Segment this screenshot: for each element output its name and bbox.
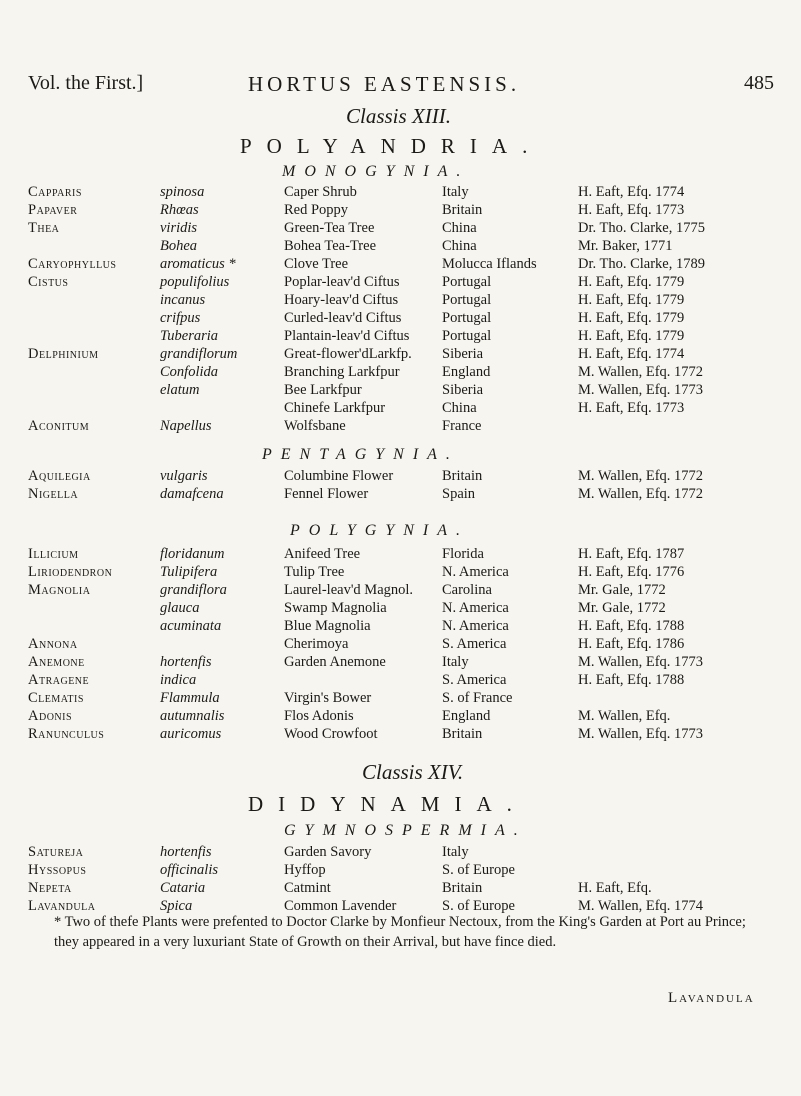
table-row bbox=[0, 364, 801, 382]
native-country-cell: Spain bbox=[442, 486, 476, 502]
classis-heading: Classis XIII. bbox=[346, 104, 451, 128]
native-country-cell: Molucca Iflands bbox=[442, 256, 537, 272]
introduced-by-cell: H. Eaft, Efq. 1773 bbox=[578, 202, 685, 218]
common-name-cell: Caper Shrub bbox=[284, 184, 357, 200]
table-row bbox=[0, 708, 801, 726]
introduced-by-cell: Mr. Baker, 1771 bbox=[578, 238, 673, 254]
species-cell: indica bbox=[160, 672, 197, 688]
genus-cell: Annona bbox=[28, 636, 78, 652]
introduced-by-cell: M. Wallen, Efq. 1772 bbox=[578, 468, 704, 484]
genus-cell: Satureja bbox=[28, 844, 84, 860]
table-row bbox=[0, 220, 801, 238]
species-cell: Tuberaria bbox=[160, 328, 219, 344]
species-cell: populifolius bbox=[160, 274, 230, 290]
table-row bbox=[0, 418, 801, 436]
table-row bbox=[0, 564, 801, 582]
class-name-heading: POLYANDRIA. bbox=[240, 134, 543, 158]
common-name-cell: Bee Larkfpur bbox=[284, 382, 362, 398]
genus-cell: Delphinium bbox=[28, 346, 99, 362]
native-country-cell: France bbox=[442, 418, 482, 434]
species-cell: glauca bbox=[160, 600, 200, 616]
native-country-cell: England bbox=[442, 708, 491, 724]
species-cell: damafcena bbox=[160, 486, 224, 502]
introduced-by-cell: H. Eaft, Efq. 1788 bbox=[578, 618, 685, 634]
order-heading: POLYGYNIA. bbox=[290, 522, 470, 539]
table-row bbox=[0, 346, 801, 364]
introduced-by-cell: M. Wallen, Efq. bbox=[578, 708, 671, 724]
species-cell: Napellus bbox=[160, 418, 212, 434]
native-country-cell: Carolina bbox=[442, 582, 492, 598]
common-name-cell: Flos Adonis bbox=[284, 708, 354, 724]
species-cell: Cataria bbox=[160, 880, 206, 896]
table-row bbox=[0, 238, 801, 256]
native-country-cell: Britain bbox=[442, 468, 483, 484]
introduced-by-cell: M. Wallen, Efq. 1772 bbox=[578, 486, 704, 502]
common-name-cell: Plantain-leav'd Ciftus bbox=[284, 328, 410, 344]
genus-cell: Illicium bbox=[28, 546, 79, 562]
species-cell: viridis bbox=[160, 220, 198, 236]
species-cell: incanus bbox=[160, 292, 206, 308]
native-country-cell: S. America bbox=[442, 636, 507, 652]
table-row bbox=[0, 546, 801, 564]
introduced-by-cell: H. Eaft, Efq. 1779 bbox=[578, 274, 685, 290]
introduced-by-cell: M. Wallen, Efq. 1773 bbox=[578, 654, 704, 670]
footnote: * Two of thefe Plants were prefented to Doctor Clarke by Monfieur Nectoux, from the King's Garden at Port au Prince; they appeared in a very luxuriant State of Growth on their Arrival, but have fince died. bbox=[54, 914, 746, 950]
table-row bbox=[0, 382, 801, 400]
species-cell: floridanum bbox=[160, 546, 225, 562]
introduced-by-cell: Dr. Tho. Clarke, 1775 bbox=[578, 220, 705, 236]
common-name-cell: Hyffop bbox=[284, 862, 326, 878]
introduced-by-cell: M. Wallen, Efq. 1774 bbox=[578, 898, 704, 914]
common-name-cell: Fennel Flower bbox=[284, 486, 369, 502]
table-row bbox=[0, 400, 801, 418]
species-cell: aromaticus * bbox=[160, 256, 236, 272]
genus-cell: Lavandula bbox=[28, 898, 96, 914]
table-row bbox=[0, 618, 801, 636]
genus-cell: Liriodendron bbox=[28, 564, 113, 580]
table-row bbox=[0, 292, 801, 310]
common-name-cell: Common Lavender bbox=[284, 898, 397, 914]
table-row bbox=[0, 844, 801, 862]
native-country-cell: N. America bbox=[442, 618, 509, 634]
common-name-cell: Clove Tree bbox=[284, 256, 349, 272]
table-row bbox=[0, 636, 801, 654]
native-country-cell: Britain bbox=[442, 880, 483, 896]
species-cell: autumnalis bbox=[160, 708, 225, 724]
species-cell: acuminata bbox=[160, 618, 222, 634]
introduced-by-cell: H. Eaft, Efq. 1774 bbox=[578, 184, 685, 200]
table-row bbox=[0, 726, 801, 744]
species-cell: Confolida bbox=[160, 364, 219, 380]
common-name-cell: Green-Tea Tree bbox=[284, 220, 375, 236]
common-name-cell: Chinefe Larkfpur bbox=[284, 400, 386, 416]
common-name-cell: Hoary-leav'd Ciftus bbox=[284, 292, 399, 308]
native-country-cell: S. of France bbox=[442, 690, 513, 706]
native-country-cell: Florida bbox=[442, 546, 484, 562]
species-cell: officinalis bbox=[160, 862, 218, 878]
common-name-cell: Wood Crowfoot bbox=[284, 726, 378, 742]
common-name-cell: Wolfsbane bbox=[284, 418, 346, 434]
common-name-cell: Poplar-leav'd Ciftus bbox=[284, 274, 400, 290]
genus-cell: Aquilegia bbox=[28, 468, 91, 484]
native-country-cell: S. America bbox=[442, 672, 507, 688]
native-country-cell: Italy bbox=[442, 184, 469, 200]
genus-cell: Cistus bbox=[28, 274, 69, 290]
common-name-cell: Curled-leav'd Ciftus bbox=[284, 310, 402, 326]
species-cell: hortenfis bbox=[160, 654, 212, 670]
common-name-cell: Catmint bbox=[284, 880, 331, 896]
table-row bbox=[0, 184, 801, 202]
native-country-cell: Siberia bbox=[442, 382, 484, 398]
table-row bbox=[0, 486, 801, 504]
introduced-by-cell: H. Eaft, Efq. 1779 bbox=[578, 310, 685, 326]
introduced-by-cell: Dr. Tho. Clarke, 1789 bbox=[578, 256, 705, 272]
species-cell: crifpus bbox=[160, 310, 201, 326]
introduced-by-cell: H. Eaft, Efq. 1779 bbox=[578, 292, 685, 308]
introduced-by-cell: M. Wallen, Efq. 1773 bbox=[578, 382, 704, 398]
common-name-cell: Anifeed Tree bbox=[284, 546, 361, 562]
native-country-cell: China bbox=[442, 400, 477, 416]
common-name-cell: Columbine Flower bbox=[284, 468, 394, 484]
common-name-cell: Bohea Tea-Tree bbox=[284, 238, 376, 254]
native-country-cell: China bbox=[442, 238, 477, 254]
native-country-cell: S. of Europe bbox=[442, 898, 515, 914]
classis-heading: Classis XIV. bbox=[362, 760, 464, 784]
genus-cell: Ranunculus bbox=[28, 726, 105, 742]
class-name-heading: DIDYNAMIA. bbox=[248, 792, 527, 816]
introduced-by-cell: H. Eaft, Efq. 1788 bbox=[578, 672, 685, 688]
common-name-cell: Swamp Magnolia bbox=[284, 600, 387, 616]
introduced-by-cell: M. Wallen, Efq. 1772 bbox=[578, 364, 704, 380]
native-country-cell: N. America bbox=[442, 564, 509, 580]
species-cell: Rhœas bbox=[160, 202, 199, 218]
genus-cell: Adonis bbox=[28, 708, 73, 724]
common-name-cell: Branching Larkfpur bbox=[284, 364, 400, 380]
introduced-by-cell: Mr. Gale, 1772 bbox=[578, 600, 666, 616]
species-cell: Flammula bbox=[160, 690, 220, 706]
table-row bbox=[0, 274, 801, 292]
introduced-by-cell: H. Eaft, Efq. bbox=[578, 880, 652, 896]
genus-cell: Clematis bbox=[28, 690, 84, 706]
genus-cell: Papaver bbox=[28, 202, 78, 218]
table-row bbox=[0, 202, 801, 220]
table-row bbox=[0, 654, 801, 672]
introduced-by-cell: H. Eaft, Efq. 1786 bbox=[578, 636, 685, 652]
common-name-cell: Great-flower'dLarkfp. bbox=[284, 346, 412, 362]
table-row bbox=[0, 468, 801, 486]
genus-cell: Aconitum bbox=[28, 418, 90, 434]
native-country-cell: Portugal bbox=[442, 292, 492, 308]
running-header-volume: Vol. the First.] bbox=[28, 72, 144, 94]
native-country-cell: Britain bbox=[442, 202, 483, 218]
species-cell: grandiflora bbox=[160, 582, 227, 598]
catchword: Lavandula bbox=[668, 990, 755, 1006]
common-name-cell: Garden Anemone bbox=[284, 654, 386, 670]
genus-cell: Atragene bbox=[28, 672, 90, 688]
introduced-by-cell: H. Eaft, Efq. 1776 bbox=[578, 564, 685, 580]
table-row bbox=[0, 600, 801, 618]
order-heading: PENTAGYNIA. bbox=[262, 446, 459, 463]
native-country-cell: Portugal bbox=[442, 274, 492, 290]
native-country-cell: N. America bbox=[442, 600, 509, 616]
species-cell: Bohea bbox=[160, 238, 198, 254]
introduced-by-cell: Mr. Gale, 1772 bbox=[578, 582, 666, 598]
genus-cell: Nigella bbox=[28, 486, 79, 502]
species-cell: vulgaris bbox=[160, 468, 208, 484]
species-cell: spinosa bbox=[160, 184, 205, 200]
genus-cell: Thea bbox=[28, 220, 60, 236]
introduced-by-cell: H. Eaft, Efq. 1787 bbox=[578, 546, 685, 562]
table-row bbox=[0, 582, 801, 600]
table-row bbox=[0, 862, 801, 880]
table-row bbox=[0, 672, 801, 690]
genus-cell: Magnolia bbox=[28, 582, 91, 598]
introduced-by-cell: H. Eaft, Efq. 1779 bbox=[578, 328, 685, 344]
order-heading: GYMNOSPERMIA. bbox=[284, 822, 527, 839]
table-row bbox=[0, 690, 801, 708]
order-heading: MONOGYNIA. bbox=[282, 163, 470, 180]
native-country-cell: Siberia bbox=[442, 346, 484, 362]
table-row bbox=[0, 310, 801, 328]
native-country-cell: China bbox=[442, 220, 477, 236]
introduced-by-cell: M. Wallen, Efq. 1773 bbox=[578, 726, 704, 742]
native-country-cell: Portugal bbox=[442, 328, 492, 344]
native-country-cell: Britain bbox=[442, 726, 483, 742]
common-name-cell: Cherimoya bbox=[284, 636, 349, 652]
genus-cell: Nepeta bbox=[28, 880, 72, 896]
species-cell: auricomus bbox=[160, 726, 222, 742]
table-row bbox=[0, 880, 801, 898]
common-name-cell: Blue Magnolia bbox=[284, 618, 371, 634]
species-cell: elatum bbox=[160, 382, 200, 398]
common-name-cell: Laurel-leav'd Magnol. bbox=[284, 582, 414, 598]
native-country-cell: Portugal bbox=[442, 310, 492, 326]
table-row bbox=[0, 256, 801, 274]
species-cell: Spica bbox=[160, 898, 193, 914]
species-cell: Tulipifera bbox=[160, 564, 218, 580]
genus-cell: Caryophyllus bbox=[28, 256, 117, 272]
running-header-title: HORTUS EASTENSIS. bbox=[248, 72, 521, 96]
table-row bbox=[0, 328, 801, 346]
genus-cell: Capparis bbox=[28, 184, 82, 200]
native-country-cell: Italy bbox=[442, 654, 469, 670]
native-country-cell: England bbox=[442, 364, 491, 380]
species-cell: hortenfis bbox=[160, 844, 212, 860]
page-number: 485 bbox=[744, 72, 774, 94]
introduced-by-cell: H. Eaft, Efq. 1774 bbox=[578, 346, 685, 362]
common-name-cell: Tulip Tree bbox=[284, 564, 345, 580]
genus-cell: Anemone bbox=[28, 654, 85, 670]
common-name-cell: Red Poppy bbox=[284, 202, 349, 218]
common-name-cell: Virgin's Bower bbox=[284, 690, 372, 706]
native-country-cell: Italy bbox=[442, 844, 469, 860]
native-country-cell: S. of Europe bbox=[442, 862, 515, 878]
species-cell: grandiflorum bbox=[160, 346, 238, 362]
introduced-by-cell: H. Eaft, Efq. 1773 bbox=[578, 400, 685, 416]
genus-cell: Hyssopus bbox=[28, 862, 87, 878]
common-name-cell: Garden Savory bbox=[284, 844, 372, 860]
